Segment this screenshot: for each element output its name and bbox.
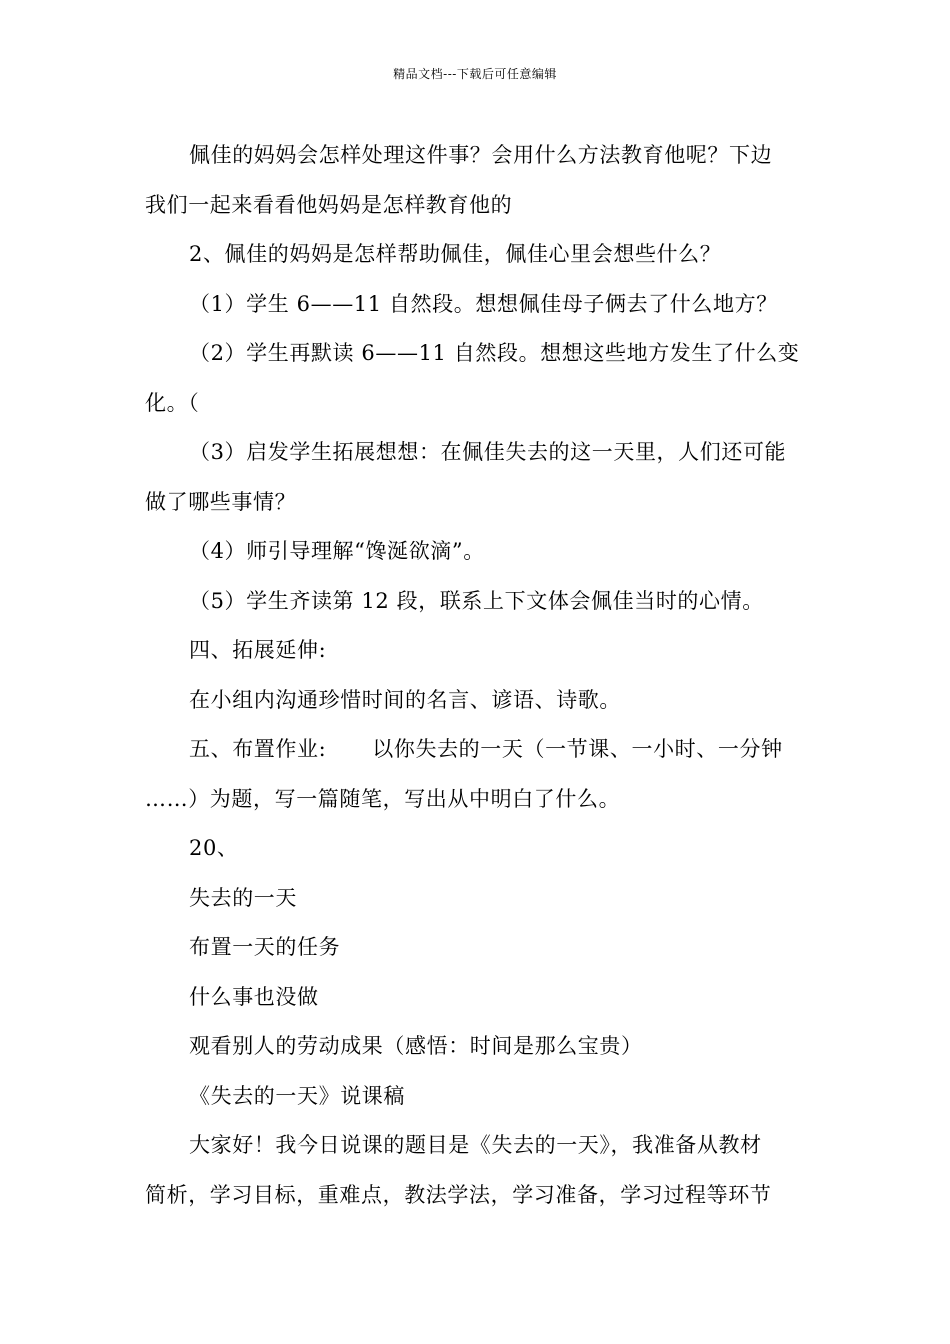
list-item: （2）学生再默读 6——11 自然段。想想这些地方发生了什么变 (189, 341, 800, 365)
list-item: （5）学生齐读第 12 段，联系上下文体会佩佳当时的心情。 (189, 588, 764, 613)
board-title: 失去的一天 (189, 885, 297, 910)
board-item: 什么事也没做 (189, 984, 319, 1009)
paragraph-line: 我们一起来看看他妈妈是怎样教育他的 (145, 192, 513, 217)
list-item: （1）学生 6——11 自然段。想想佩佳母子俩去了什么地方？ (189, 291, 778, 316)
board-heading: 20、 (189, 836, 239, 860)
board-item: 观看别人的劳动成果（感悟：时间是那么宝贵） (189, 1034, 643, 1058)
document-title: 《失去的一天》说课稿 (189, 1083, 405, 1108)
document-body (145, 131, 810, 1220)
paragraph-line: 简析，学习目标，重难点，教法学法，学习准备，学习过程等环节 (145, 1182, 772, 1207)
paragraph-line: 做了哪些事情？ (145, 489, 297, 514)
paragraph-line: 化。（ (145, 390, 200, 415)
section-heading: 四、拓展延伸: (189, 638, 327, 662)
paragraph-line: 大家好！我今日说课的题目是《失去的一天》，我准备从教材 (189, 1133, 762, 1157)
paragraph-line: 佩佳的妈妈会怎样处理这件事？会用什么方法教育他呢？下边 (189, 143, 773, 167)
list-item: （3）启发学生拓展想想：在佩佳失去的这一天里，人们还可能 (189, 440, 787, 464)
assignment-line (145, 725, 810, 775)
section-heading: 五、布置作业: (189, 737, 327, 761)
page-header: 精品文档---下载后可任意编辑 (393, 67, 557, 81)
list-item: （4）师引导理解“馋涎欲滴”。 (189, 539, 485, 563)
paragraph-line: ……）为题，写一篇随笔，写出从中明白了什么。 (145, 786, 621, 811)
section-heading: 2、佩佳的妈妈是怎样帮助佩佳，佩佳心里会想些什么？ (189, 242, 722, 266)
paragraph-line: 在小组内沟通珍惜时间的名言、谚语、诗歌。 (189, 687, 621, 712)
assignment-text: 以你失去的一天（一节课、一小时、一分钟 (372, 737, 783, 761)
board-item: 布置一天的任务 (189, 935, 341, 959)
